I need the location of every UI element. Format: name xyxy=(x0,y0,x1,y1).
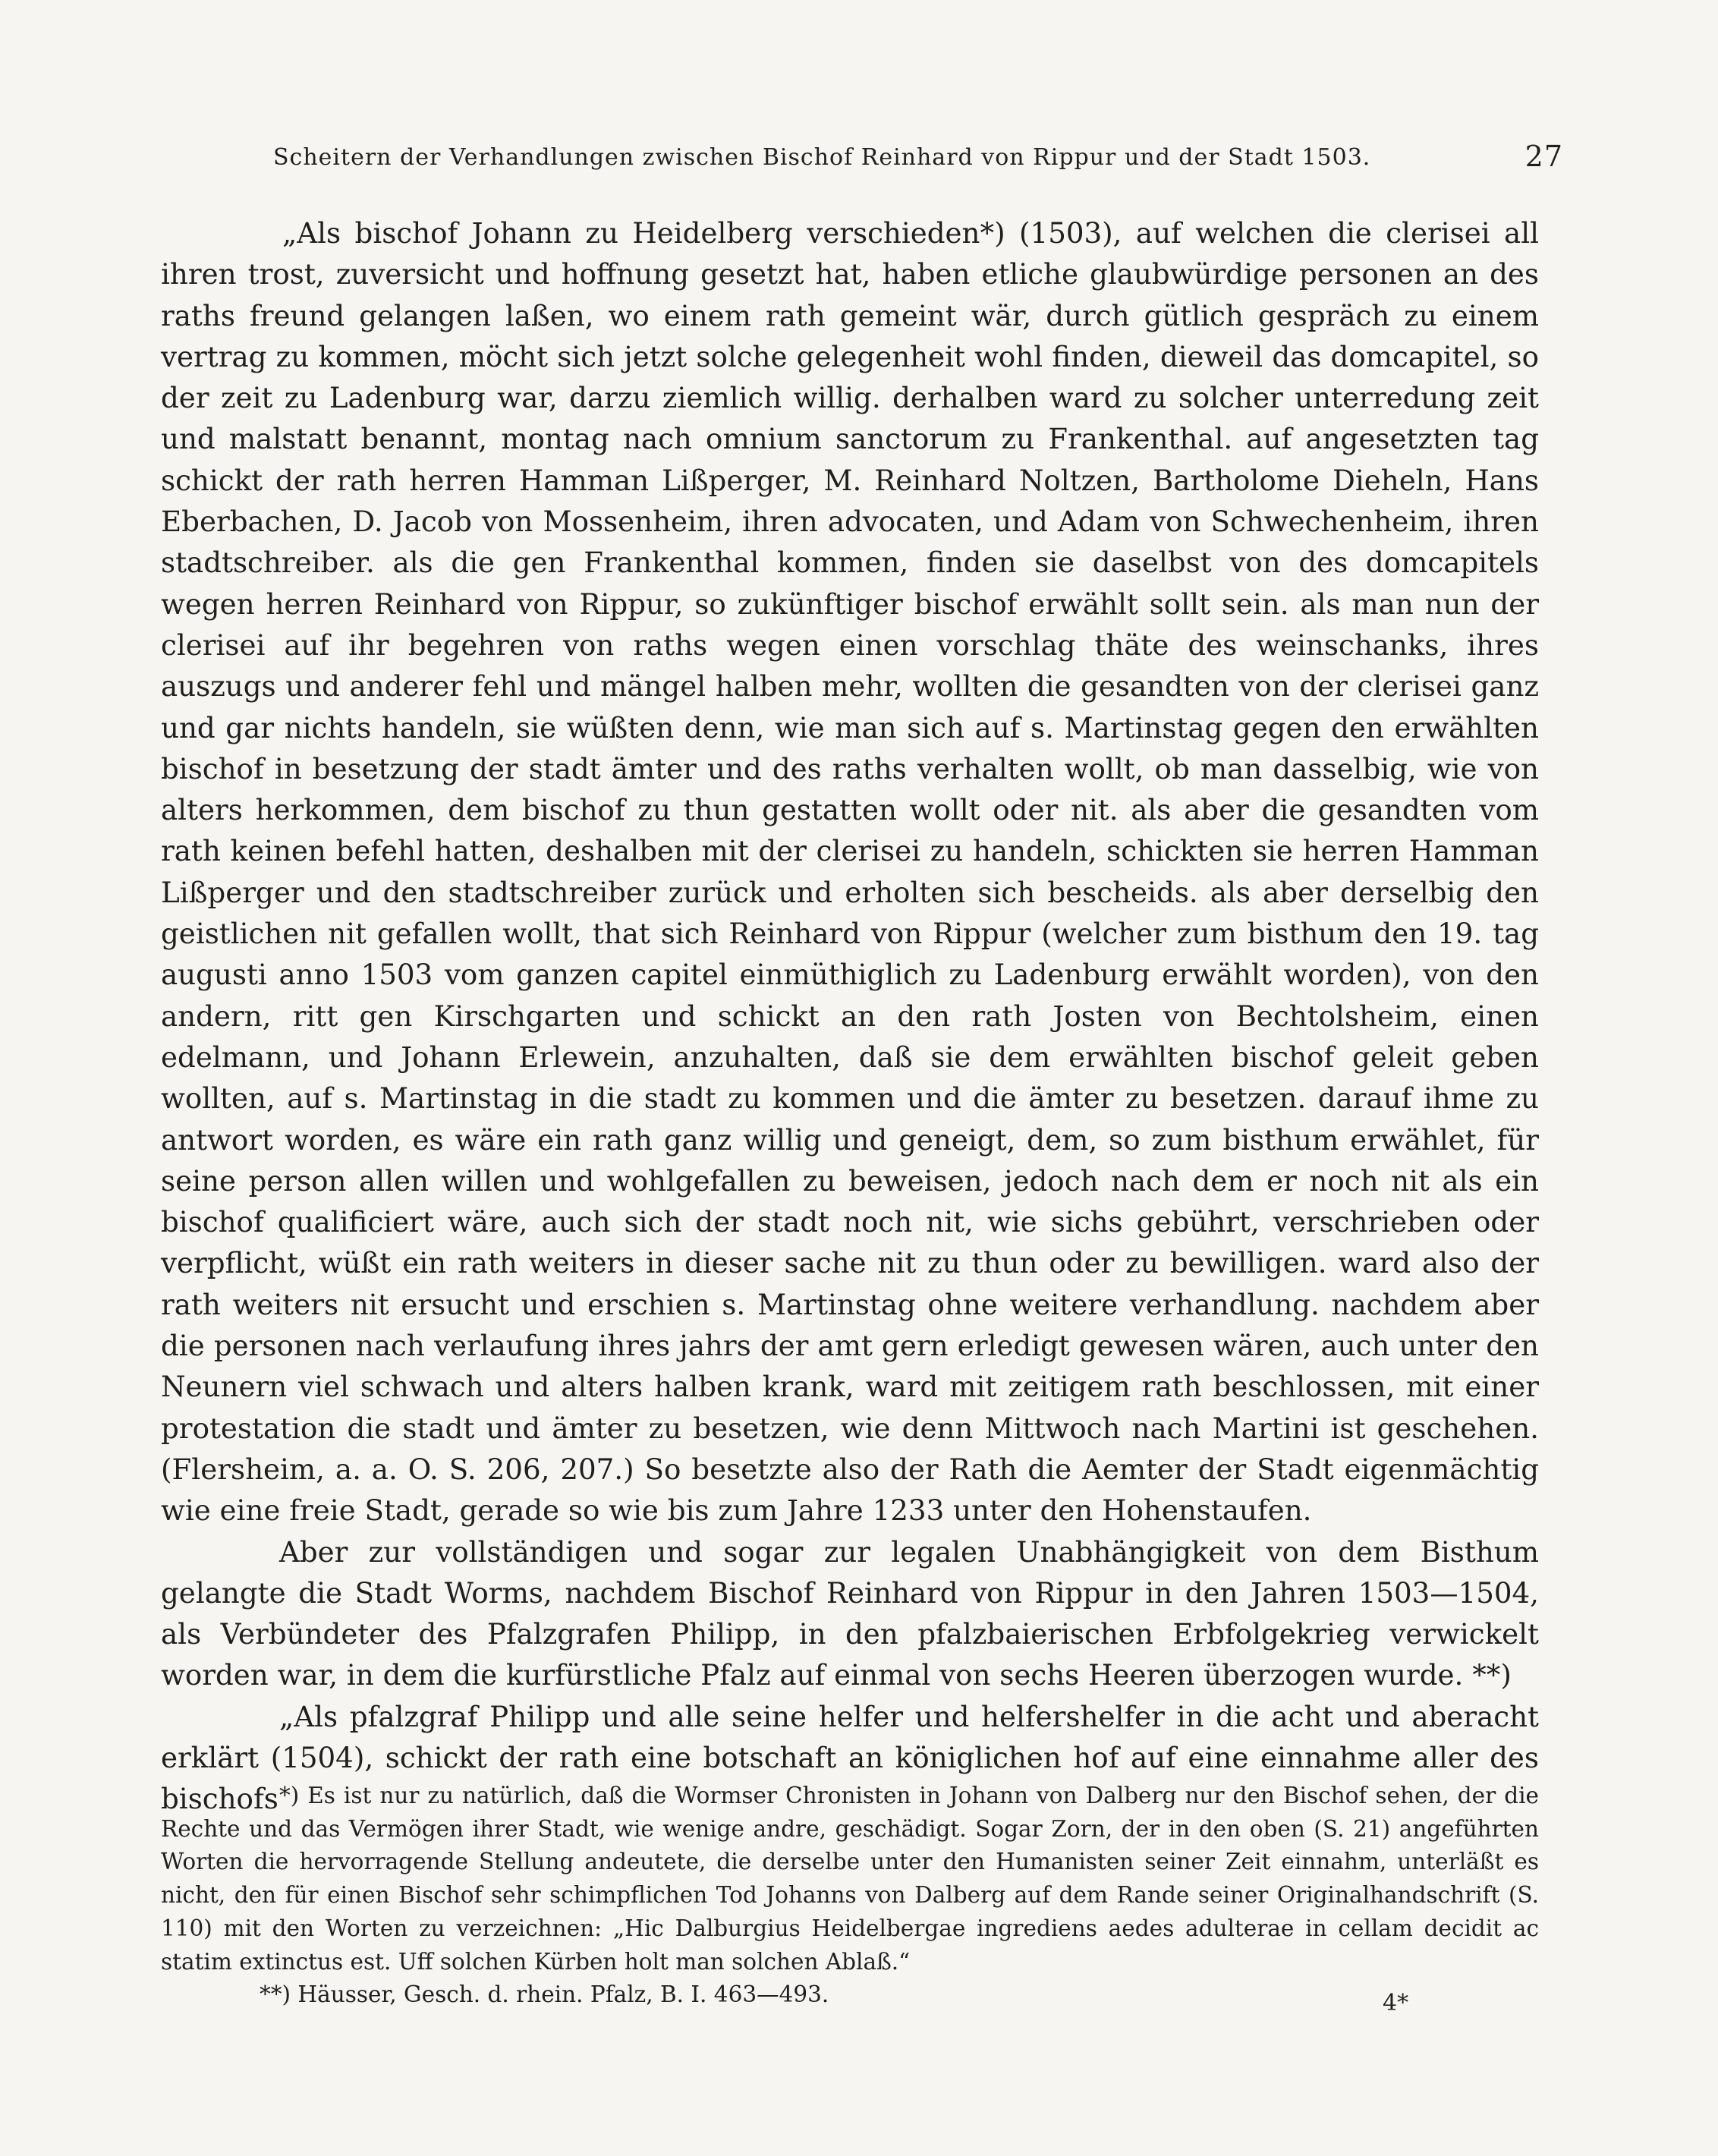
sheet-signature: 4* xyxy=(1383,1990,1409,2016)
running-title: Scheitern der Verhandlungen zwischen Bischof Reinhard von Rippur und der Stadt 1503. xyxy=(273,144,1371,171)
paragraph-quote-1: „Als bischof Johann zu Heidelberg verschieden*) (1503), auf welchen die clerisei all ihren trost, zuversicht und hoffnung gesetzt hat, haben etliche glaubwürdige personen an des raths freund gelangen laßen, wo einem rath gemeint wär, durch gütlich gespräch zu einem vertrag zu kommen, möcht sich jetzt solche gelegenheit wohl finden, dieweil das domcapitel, so der zeit zu Ladenburg war, darzu ziemlich willig. derhalben ward zu solcher unterredung zeit und malstatt benannt, montag nach omnium sanctorum zu Frankenthal. auf angesetzten tag schickt der rath herren Hamman Lißperger, M. Reinhard Noltzen, Bartholome Dieheln, Hans Eberbachen, D. Jacob von Mossenheim, ihren advocaten, und Adam von Schwechenheim, ihren stadtschreiber. als die gen Frankenthal kommen, finden sie daselbst von des domcapitels wegen herren Reinhard von Rippur, so zukünftiger bischof erwählt sollt sein. als man nun der clerisei auf ihr begehren von raths wegen einen vorschlag thäte des weinschanks, ihres auszugs und anderer fehl und mängel halben mehr, wollten die gesandten von der clerisei ganz und gar nichts handeln, sie wüßten denn, wie man sich auf s. Martinstag gegen den erwählten bischof in besetzung der stadt ämter und des raths verhalten wollt, ob man dasselbig, wie von alters herkommen, dem bischof zu thun gestatten wollt oder nit. als aber die gesandten vom rath keinen befehl hatten, deshalben mit der clerisei zu handeln, schickten sie herren Hamman Lißperger und den stadtschreiber zurück und erholten sich bescheids. als aber derselbig den geistlichen nit gefallen wollt, that sich Reinhard von Rippur (welcher zum bisthum den 19. tag augusti anno 1503 vom ganzen capitel einmüthiglich zu Ladenburg erwählt worden), von den andern, ritt gen Kirschgarten und schickt an den rath Josten von Bechtolsheim, einen edelmann, und Johann Erlewein, anzuhalten, daß sie dem erwählten bischof geleit geben wollten, auf s. Martinstag in die stadt zu kommen und die ämter zu besetzen. darauf ihme zu antwort worden, es wäre ein rath ganz willig und geneigt, dem, so zum bisthum erwählet, für seine person allen willen und wohlgefallen zu beweisen, jedoch nach dem er noch nit als ein bischof qualificiert wäre, auch sich der stadt noch nit, wie sichs gebührt, verschrieben oder verpflicht, wüßt ein rath weiters in dieser sache nit zu thun oder zu bewilligen. ward also der rath weiters nit ersucht und erschien s. Martinstag ohne weitere verhandlung. nachdem aber die personen nach verlaufung ihres jahrs der amt gern erledigt gewesen wären, auch unter den Neunern viel schwach und alters halben krank, ward mit zeitigem rath beschlossen, mit einer protestation die stadt und ämter zu besetzen, wie denn Mittwoch nach Martini ist geschehen. (Flersheim, a. a. O. S. 206, 207.) So besetzte also der Rath die Aemter der Stadt eigenmächtig wie eine freie Stadt, gerade so wie bis zum Jahre 1233 unter den Hohenstaufen. xyxy=(161,216,1539,1528)
footnote-1: *) Es ist nur zu natürlich, daß die Wormser Chronisten in Johann von Dalberg nur den Bischof sehen, der die Rechte und das Vermögen ihrer Stadt, wie wenige andre, geschädigt. Sogar Zorn, der in den oben (S. 21) angeführten Worten die hervorragende Stellung andeutete, die derselbe unter den Humanisten seiner Zeit einnahm, unterläßt es nicht, den für einen Bischof sehr schimpflichen Tod Johanns von Dalberg auf dem Rande seiner Originalhandschrift (S. 110) mit den Worten zu verzeichnen: „Hic Dalburgius Heidelbergae ingrediens aedes adulterae in cellam decidit ac statim extinctus est. Uff solchen Kürben holt man solchen Ablaß.“ xyxy=(161,1783,1539,1975)
page-number: 27 xyxy=(1524,140,1563,173)
page-header xyxy=(273,140,1563,182)
paragraph-main: Aber zur vollständigen und sogar zur legalen Unabhängigkeit von dem Bisthum gelangte die Stadt Worms, nachdem Bischof Reinhard von Rippur in den Jahren 1503—1504, als Verbündeter des Pfalzgrafen Philipp, in den pfalzbaierischen Erbfolgekrieg verwickelt worden war, in dem die kurfürstliche Pfalz auf einmal von sechs Heeren überzogen wurde. **) xyxy=(161,1534,1539,1692)
footnotes xyxy=(161,1780,1539,2012)
paragraph-quote-2: „Als pfalzgraf Philipp und alle seine helfer und helfershelfer in die acht und aberacht erklärt (1504), schickt der rath eine botschaft an königlichen hof auf eine einnahme aller des bischofs xyxy=(161,1699,1539,1816)
footnote-2: **) Häusser, Gesch. d. rhein. Pfalz, B. I. 463—493. xyxy=(260,1981,829,2008)
body-text xyxy=(161,212,1539,1820)
